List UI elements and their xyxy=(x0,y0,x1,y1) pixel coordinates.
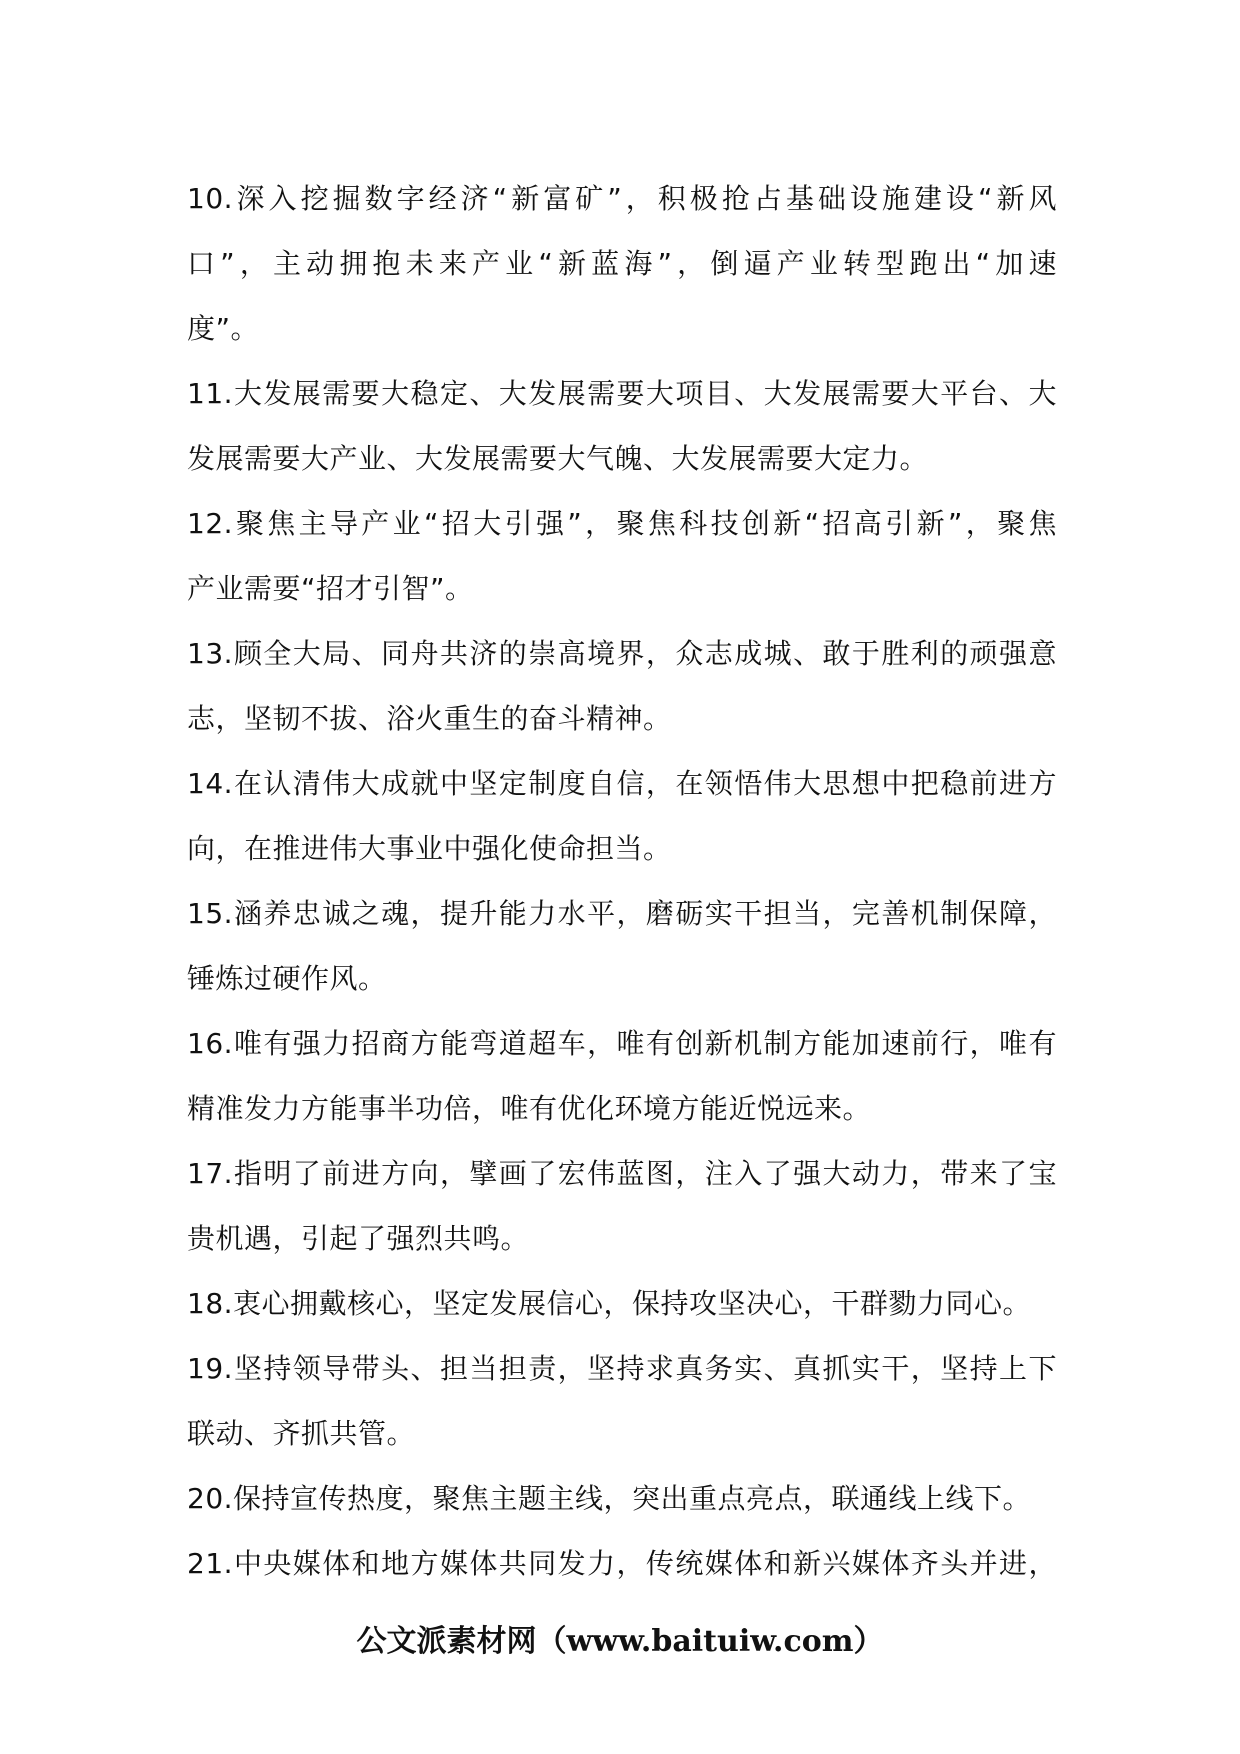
text-line: 16.唯有强力招商方能弯道超车，唯有创新机制方能加速前行，唯有 xyxy=(187,1027,1057,1060)
text-line: 发展需要大产业、大发展需要大气魄、大发展需要大定力。 xyxy=(187,442,929,475)
text-line: 贵机遇，引起了强烈共鸣。 xyxy=(187,1222,530,1255)
text-line: 精准发力方能事半功倍，唯有优化环境方能近悦远来。 xyxy=(187,1092,872,1125)
text-line: 19.坚持领导带头、担当担责，坚持求真务实、真抓实干，坚持上下 xyxy=(187,1352,1057,1385)
text-line: 14.在认清伟大成就中坚定制度自信，在领悟伟大思想中把稳前进方 xyxy=(187,767,1057,800)
text-line: 18.衷心拥戴核心，坚定发展信心，保持攻坚决心，干群勠力同心。 xyxy=(187,1287,1032,1320)
text-line: 联动、齐抓共管。 xyxy=(187,1417,416,1450)
text-line: 21.中央媒体和地方媒体共同发力，传统媒体和新兴媒体齐头并进， xyxy=(187,1547,1057,1580)
text-line: 20.保持宣传热度，聚焦主题主线，突出重点亮点，联通线上线下。 xyxy=(187,1482,1032,1515)
text-line: 13.顾全大局、同舟共济的崇高境界，众志成城、敢于胜利的顽强意 xyxy=(187,637,1057,670)
footer-watermark: 公文派素材网（www.baituiw.com） xyxy=(356,1624,884,1659)
text-line: 度”。 xyxy=(187,312,260,345)
text-line: 口”，主动拥抱未来产业“新蓝海”，倒逼产业转型跑出“加速 xyxy=(187,247,1057,280)
text-line: 12.聚焦主导产业“招大引强”，聚焦科技创新“招高引新”，聚焦 xyxy=(187,507,1057,540)
text-line: 11.大发展需要大稳定、大发展需要大项目、大发展需要大平台、大 xyxy=(187,377,1057,410)
text-line: 锤炼过硬作风。 xyxy=(187,962,387,995)
text-line: 17.指明了前进方向，擘画了宏伟蓝图，注入了强大动力，带来了宝 xyxy=(187,1157,1057,1190)
text-line: 10.深入挖掘数字经济“新富矿”，积极抢占基础设施建设“新风 xyxy=(187,182,1057,215)
text-line: 向，在推进伟大事业中强化使命担当。 xyxy=(187,832,672,865)
text-line: 产业需要“招才引智”。 xyxy=(187,572,474,605)
document-body xyxy=(187,166,1057,1596)
text-line: 志，坚韧不拔、浴火重生的奋斗精神。 xyxy=(187,702,672,735)
text-line: 15.涵养忠诚之魂，提升能力水平，磨砺实干担当，完善机制保障， xyxy=(187,897,1057,930)
